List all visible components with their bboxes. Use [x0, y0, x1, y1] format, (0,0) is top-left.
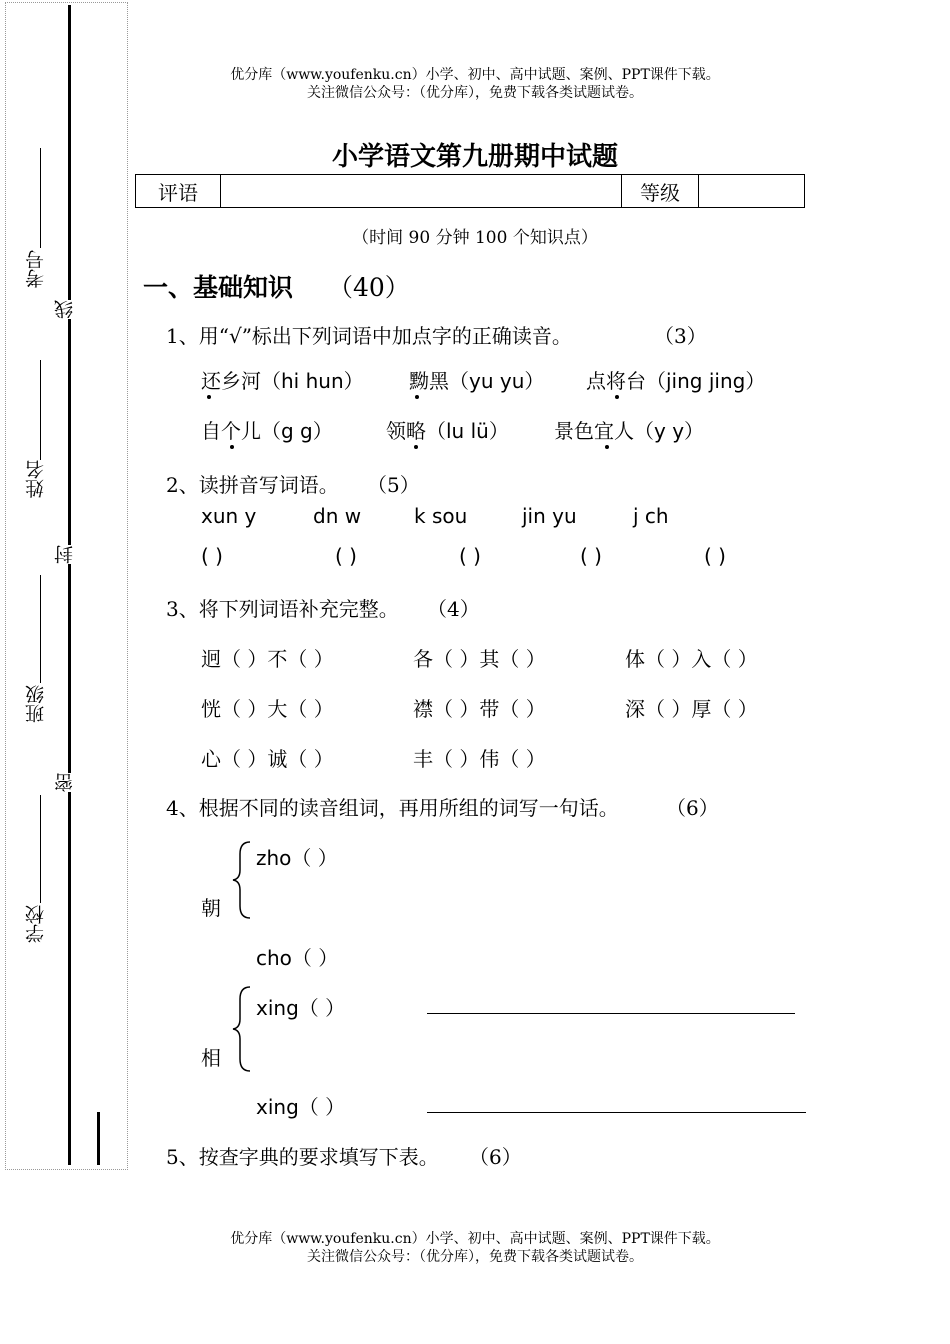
emphasis-dot	[230, 445, 234, 449]
q3-title: 3、将下列词语补充完整。	[166, 597, 399, 621]
emphasis-dot	[207, 395, 211, 399]
q2-score: （5）	[367, 473, 420, 497]
q4-reading[interactable]: xing（ ）	[256, 1095, 346, 1119]
q2-blank-1[interactable]: ( )	[201, 544, 223, 568]
q3-score: （4）	[427, 597, 480, 621]
comment-value[interactable]	[221, 175, 622, 208]
q1-score: （3）	[654, 324, 707, 348]
q2-pinyin-4: jin yu	[522, 504, 577, 528]
q3-item[interactable]: 心（ ）诚（ ）	[201, 747, 334, 771]
field-name-line	[40, 360, 41, 460]
q4-title: 4、根据不同的读音组词，再用所组的词写一句话。	[166, 796, 619, 820]
q1-item-3: 点将台（jing jing）	[586, 369, 766, 393]
q3-item[interactable]: 迥（ ）不（ ）	[201, 647, 334, 671]
q4-score: （6）	[666, 796, 719, 820]
footer-line-2: 关注微信公众号：（优分库），免费下载各类试题试卷。	[307, 1249, 643, 1265]
grade-value[interactable]	[699, 175, 805, 208]
field-name: 姓名	[25, 460, 47, 498]
emphasis-dot	[414, 445, 418, 449]
brace-icon	[230, 840, 254, 920]
section1-score: （40）	[328, 273, 410, 302]
field-exam-number: 考号	[25, 250, 47, 288]
q2-pinyin-1: xun y	[201, 504, 257, 528]
q2-blank-3[interactable]: ( )	[459, 544, 481, 568]
page-title: 小学语文第九册期中试题	[331, 142, 618, 172]
q4-char-2: 相	[201, 1046, 221, 1070]
time-note: （时间 90 分钟 100 个知识点）	[352, 228, 598, 248]
grade-label: 等级	[622, 175, 699, 208]
binding-line-left	[68, 5, 71, 1165]
q5-title: 5、按查字典的要求填写下表。	[166, 1145, 439, 1169]
seal-word-seal: 封	[51, 545, 78, 564]
q2-pinyin-3: k sou	[414, 504, 468, 528]
seal-word-secret: 密	[51, 773, 78, 792]
q3-item[interactable]: 丰（ ）伟（ ）	[413, 747, 546, 771]
binding-margin	[5, 2, 128, 1170]
brace-icon	[230, 985, 254, 1073]
sentence-line[interactable]	[427, 1112, 806, 1113]
q1-item-6: 景色宜人（y y）	[554, 419, 705, 443]
q1-item-4: 自个儿（g g）	[201, 419, 333, 443]
emphasis-dot	[415, 395, 419, 399]
q4-char-1: 朝	[201, 896, 221, 920]
section1-title: 一、基础知识	[143, 273, 294, 302]
header-line-1: 优分库（www.youfenku.cn）小学、初中、高中试题、案例、PPT课件下载。	[230, 67, 720, 83]
emphasis-dot	[615, 395, 619, 399]
seal-word-line: 线	[51, 300, 78, 319]
q2-blank-5[interactable]: ( )	[704, 544, 726, 568]
q2-blank-4[interactable]: ( )	[580, 544, 602, 568]
q1-title: 1、用“√”标出下列词语中加点字的正确读音。	[166, 324, 572, 348]
field-class: 班级	[25, 685, 47, 723]
emphasis-dot	[605, 445, 609, 449]
header-line-2: 关注微信公众号：（优分库），免费下载各类试题试卷。	[307, 85, 643, 101]
q2-title: 2、读拼音写词语。	[166, 473, 339, 497]
sentence-line[interactable]	[427, 1013, 795, 1014]
q5-score: （6）	[469, 1145, 522, 1169]
field-school-line	[40, 795, 41, 903]
q3-item[interactable]: 各（ ）其（ ）	[413, 647, 546, 671]
q3-item[interactable]: 体（ ）入（ ）	[625, 647, 758, 671]
q1-item-1: 还乡河（hi hun）	[201, 369, 364, 393]
q2-blank-2[interactable]: ( )	[335, 544, 357, 568]
q4-reading[interactable]: zho（ ）	[256, 846, 338, 870]
rating-table	[135, 174, 805, 208]
field-school: 学校	[25, 905, 47, 943]
q4-reading[interactable]: cho（ ）	[256, 946, 339, 970]
comment-label: 评语	[136, 175, 221, 208]
q4-reading[interactable]: xing（ ）	[256, 996, 346, 1020]
binding-line-mark	[97, 1112, 100, 1165]
q2-pinyin-2: dn w	[313, 504, 362, 528]
q3-item[interactable]: 襟（ ）带（ ）	[413, 697, 546, 721]
q3-item[interactable]: 恍（ ）大（ ）	[201, 697, 334, 721]
q1-item-2: 黝黑（yu yu）	[409, 369, 545, 393]
footer-line-1: 优分库（www.youfenku.cn）小学、初中、高中试题、案例、PPT课件下载。	[230, 1231, 720, 1247]
q1-item-5: 领略（lu lü）	[386, 419, 509, 443]
field-class-line	[40, 575, 41, 683]
q2-pinyin-5: j ch	[633, 504, 669, 528]
q3-item[interactable]: 深（ ）厚（ ）	[625, 697, 758, 721]
